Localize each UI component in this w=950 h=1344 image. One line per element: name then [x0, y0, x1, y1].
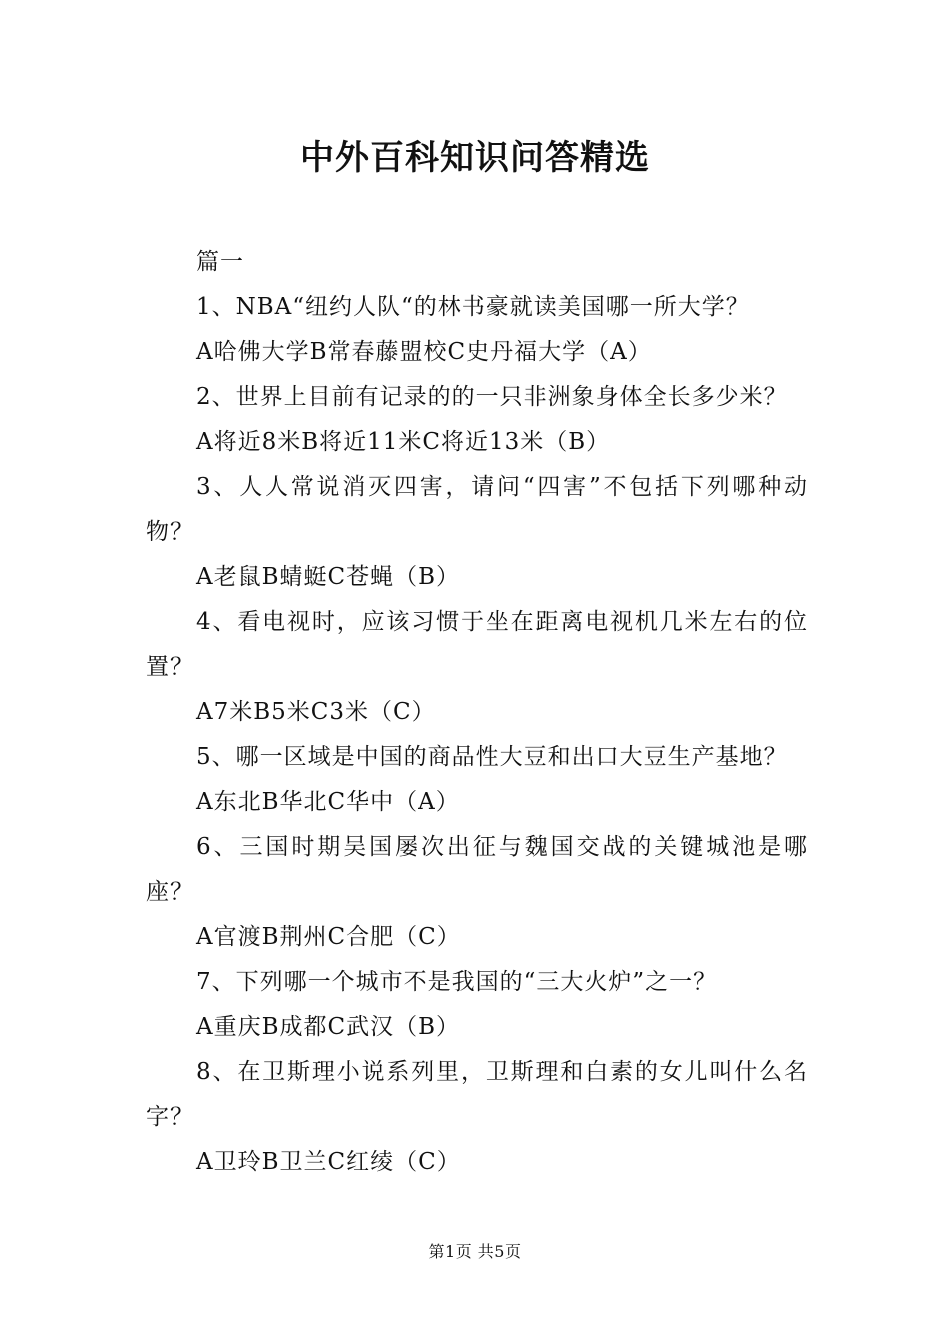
- section-heading: 篇一: [196, 249, 244, 275]
- answer-6: A官渡B荆州C合肥（C）: [196, 924, 461, 950]
- question-6: 6、三国时期吴国屡次出征与魏国交战的关键城池是哪座？: [146, 834, 808, 905]
- answer-2: A将近8米B将近11米C将近13米（B）: [196, 429, 611, 455]
- document-title: 中外百科知识问答精选: [300, 138, 650, 178]
- answer-8: A卫玲B卫兰C红绫（C）: [196, 1149, 461, 1175]
- answer-3: A老鼠B蜻蜓C苍蝇（B）: [196, 564, 461, 590]
- answer-7: A重庆B成都C武汉（B）: [196, 1014, 461, 1040]
- question-8: 8、在卫斯理小说系列里，卫斯理和白素的女儿叫什么名字？: [146, 1059, 808, 1130]
- question-5: 5、哪一区域是中国的商品性大豆和出口大豆生产基地？: [196, 744, 788, 770]
- question-2: 2、世界上目前有记录的的一只非洲象身体全长多少米？: [196, 384, 788, 410]
- answer-1: A哈佛大学B常春藤盟校C史丹福大学（A）: [196, 339, 652, 365]
- document-body: [146, 240, 808, 1185]
- answer-5: A东北B华北C华中（A）: [196, 789, 460, 815]
- question-7: 7、下列哪一个城市不是我国的“三大火炉”之一？: [196, 969, 718, 995]
- question-4: 4、看电视时，应该习惯于坐在距离电视机几米左右的位置？: [146, 609, 808, 680]
- page-footer: 第1页 共5页: [428, 1242, 522, 1261]
- answer-4: A7米B5米C3米（C）: [196, 699, 436, 725]
- question-1: 1、NBA“纽约人队“的林书豪就读美国哪一所大学？: [196, 294, 750, 320]
- question-3: 3、人人常说消灭四害，请问“四害”不包括下列哪种动物？: [146, 474, 808, 545]
